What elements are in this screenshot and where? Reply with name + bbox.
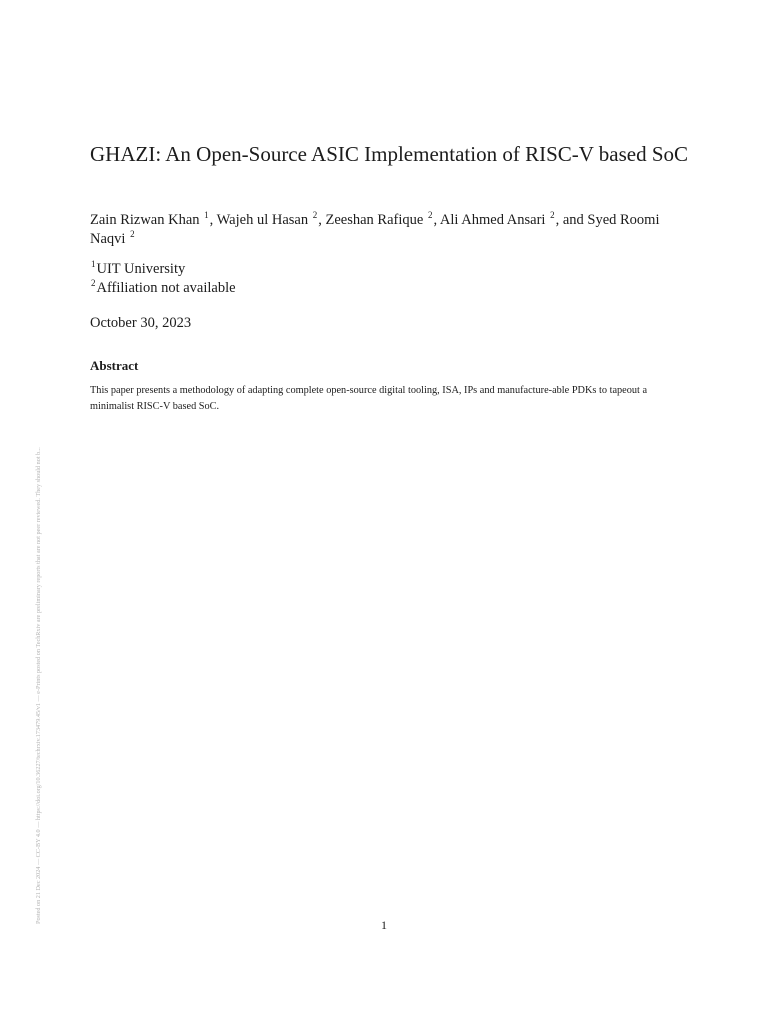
affiliation-item	[90, 279, 236, 298]
author-name: Wajeh ul Hasan	[216, 212, 309, 228]
author-affiliation-mark: 2	[130, 229, 135, 239]
publication-date: October 30, 2023	[90, 315, 192, 331]
author-affiliation-mark: 2	[550, 210, 555, 220]
author-affiliation-mark: 1	[204, 210, 209, 220]
author-name: Syed Roomi Naqvi	[90, 212, 660, 247]
author-separator: ,	[433, 212, 440, 228]
affiliation-text: Affiliation not available	[96, 280, 236, 296]
author-list	[90, 211, 690, 249]
author-separator: ,	[209, 212, 217, 228]
affiliation-text: UIT University	[96, 261, 186, 277]
affiliation-item	[90, 260, 185, 279]
author-name: Zain Rizwan Khan	[90, 212, 200, 228]
affiliation-mark: 1	[91, 259, 96, 269]
author-affiliation-mark: 2	[427, 210, 433, 220]
author-affiliation-mark: 2	[312, 210, 318, 220]
author-name: Ali Ahmed Ansari	[439, 212, 546, 228]
author-last-joiner: , and	[555, 212, 588, 228]
abstract-heading: Abstract	[90, 358, 139, 373]
preprint-side-stamp: Posted on 21 Dec 2024 — CC-BY 4.0 — https://doi.org/10.36227/techrxiv.173479.45/v1 — e-Prints posted on TechRxiv are preliminary reports that are not peer reviewed. They should not b...	[35, 447, 42, 924]
affiliation-mark: 2	[91, 278, 96, 288]
author-name: Zeeshan Rafique	[325, 212, 424, 228]
paper-title: GHAZI: An Open-Source ASIC Implementation of RISC-V based SoC	[90, 142, 689, 166]
page-number: 1	[381, 918, 387, 932]
author-separator: ,	[318, 212, 326, 228]
abstract-text: This paper presents a methodology of adapting complete open-source digital tooling, ISA, IPs and manufacture-able PDKs to tapeout a minimalist RISC-V based SoC.	[90, 385, 648, 412]
